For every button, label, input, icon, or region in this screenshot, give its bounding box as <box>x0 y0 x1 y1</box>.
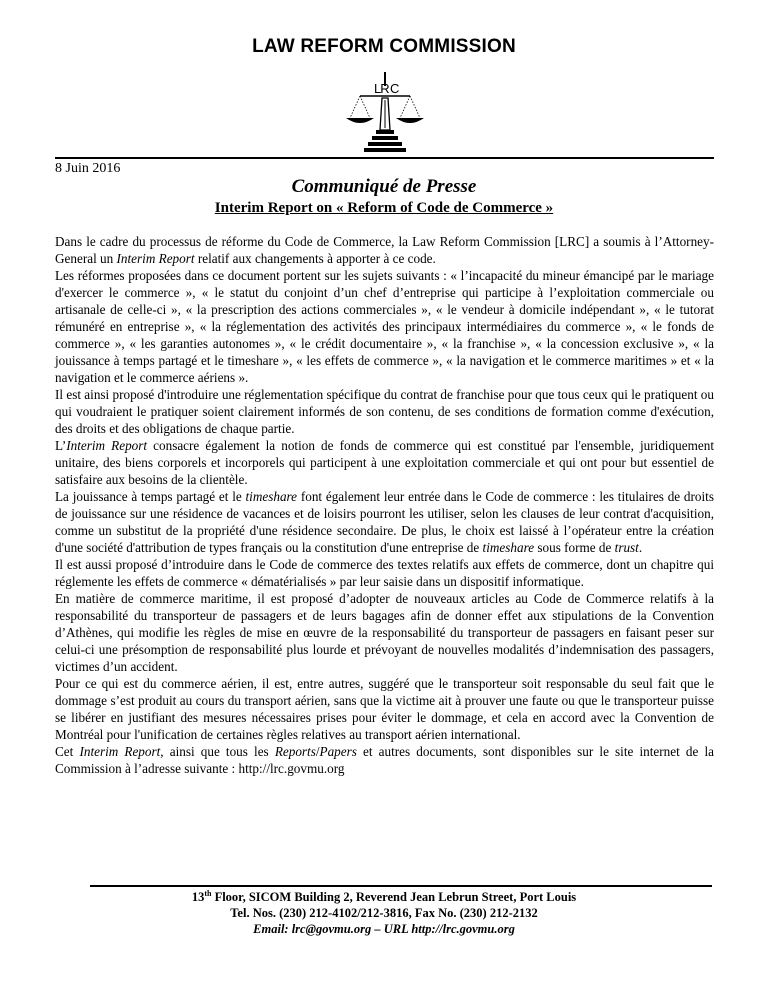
p5-italic-timeshare-2: timeshare <box>482 540 535 555</box>
p9-italic-reports: Reports <box>274 744 316 759</box>
p1-text-c: relatif aux changements à apporter à ce code. <box>194 251 436 266</box>
p9-text-g: et autres documents, sont disponibles sur le site internet de la Commission à l’adresse suivante : http://lrc.govmu.org <box>55 744 714 776</box>
paragraph-5 <box>55 488 714 556</box>
p4-text-c: consacre également la notion de fonds de commerce qui est constitué par l'ensemble, juridiquement unitaire, des biens corporels et incorporels qui participent à une exploitation commerciale et qui ont pour but essentiel de satisfaire aux besoins de la clientèle. <box>55 438 714 487</box>
footer <box>0 889 768 937</box>
footer-address-rest: Floor, SICOM Building 2, Reverend Jean Lebrun Street, Port Louis <box>211 890 577 904</box>
footer-contact: Email: lrc@govmu.org – URL http://lrc.govmu.org <box>253 922 515 936</box>
footer-phones: Tel. Nos. (230) 212-4102/212-3816, Fax No. (230) 212-2132 <box>230 906 538 920</box>
p9-text-slash: / <box>315 744 320 759</box>
release-date: 8 Juin 2016 <box>55 161 121 176</box>
paragraph-6: Il est aussi proposé d’introduire dans le Code de commerce des textes relatifs aux effets de commerce, dont un chapitre qui réglemente les effets de commerce « dématérialisés » par leur saisie dans un dispositif informatique. <box>55 557 714 589</box>
paragraph-9 <box>55 743 714 777</box>
p4-text-a: L’ <box>55 438 67 453</box>
logo-letter-c: C <box>390 81 400 96</box>
p5-italic-timeshare: timeshare <box>245 489 298 504</box>
p5-italic-trust: trust <box>614 540 639 555</box>
p5-text-g: . <box>638 540 643 555</box>
p9-italic-papers: Papers <box>319 744 357 759</box>
p4-italic-interim-report: Interim Report <box>66 438 148 453</box>
p9-italic-interim-report: Interim Report <box>79 744 161 759</box>
p9-text-c: , ainsi que tous les <box>160 744 275 759</box>
release-subtitle <box>0 200 768 217</box>
organization-title: LAW REFORM COMMISSION <box>252 36 516 57</box>
p5-text-c: font également leur entrée dans le Code de commerce : les titulaires de droits de jouissance sur une résidence de vacances et de loisirs pourront les utiliser, selon les clauses de leur contrat d'acquisition, comme un substitut de la propriété d'une résidence secondaire. De plus, le choix est laissé à l’opérateur entre la création d'une société d'attribution de types français ou la constitution d'une entreprise de <box>55 489 714 555</box>
header-divider <box>55 157 714 159</box>
paragraph-4 <box>55 437 714 488</box>
p1-italic-interim-report: Interim Report <box>116 251 195 266</box>
release-body <box>55 233 714 777</box>
p5-text-a: La jouissance à temps partagé et le <box>55 489 246 504</box>
paragraph-2: Les réformes proposées dans ce document portent sur les sujets suivants : « l’incapacité du mineur émancipé par le mariage d'exercer le commerce », « le statut du conjoint d’un chef d’entreprise qui participe à l’exploitation commerciale ou artisanale de celle-ci », « la prescription des actions commerciales », « le vendeur à domicile indépendant », « le tutorat rémunéré en entreprise », « la réglementation des activités des principaux intermédiaires du commerce », « le fonds de commerce », « les garanties autonomes », « le crédit documentaire », « la franchise », « la concession exclusive », « la jouissance à temps partagé et le timeshare », « les effets de commerce », « la navigation et le commerce maritimes » et « la navigation et le commerce aériens ». <box>55 268 714 385</box>
release-title: Communiqué de Presse <box>291 176 477 197</box>
footer-address <box>0 889 768 905</box>
logo-letter-r: R <box>380 81 390 96</box>
footer-floor-number: 13 <box>191 890 205 904</box>
logo-letter-l: L <box>374 81 382 96</box>
scales-of-justice-icon <box>338 72 432 154</box>
p5-text-e: sous forme de <box>534 540 615 555</box>
footer-floor-suffix: th <box>204 888 212 898</box>
release-subtitle-text: Interim Report on « Reform of Code de Commerce » <box>214 200 554 216</box>
p9-text-a: Cet <box>55 744 80 759</box>
paragraph-1 <box>55 233 714 267</box>
p1-text-a: Dans le cadre du processus de réforme du Code de Commerce, la Law Reform Commission [LRC] a soumis à l’Attorney-General un <box>55 234 714 266</box>
paragraph-8: Pour ce qui est du commerce aérien, il est, entre autres, suggéré que le transporteur soit responsable du seul fait que le dommage s’est produit au cours du transport aérien, sans que la victime ait à prouver une faute ou que le transporteur puisse se libérer en justifiant des mesures nécessaires prises pour éviter le dommage, et cela en accord avec la Convention de Montréal pour l'unification de certaines règles relatives au transport aérien international. <box>55 676 714 742</box>
paragraph-7: En matière de commerce maritime, il est proposé d’adopter de nouveaux articles au Code de Commerce relatifs à la responsabilité du transporteur de passagers et de leurs bagages afin de donner effet aux stipulations de la Convention d’Athènes, qui modifie les règles de mise en œuvre de la responsabilité du transporteur de passagers en faisant peser sur celui-ci une présomption de responsabilité plus lourde et prévoyant de nouvelles modalités d’indemnisation des passagers, victimes d’un accident. <box>55 591 714 674</box>
paragraph-3: Il est ainsi proposé d'introduire une réglementation spécifique du contrat de franchise pour que tous ceux qui le pratiquent ou qui voudraient le pratiquer soient clairement informés de son contenu, de ses conditions de formation comme d'exécution, des droits et des obligations de chaque partie. <box>55 387 714 436</box>
footer-divider <box>90 885 712 887</box>
